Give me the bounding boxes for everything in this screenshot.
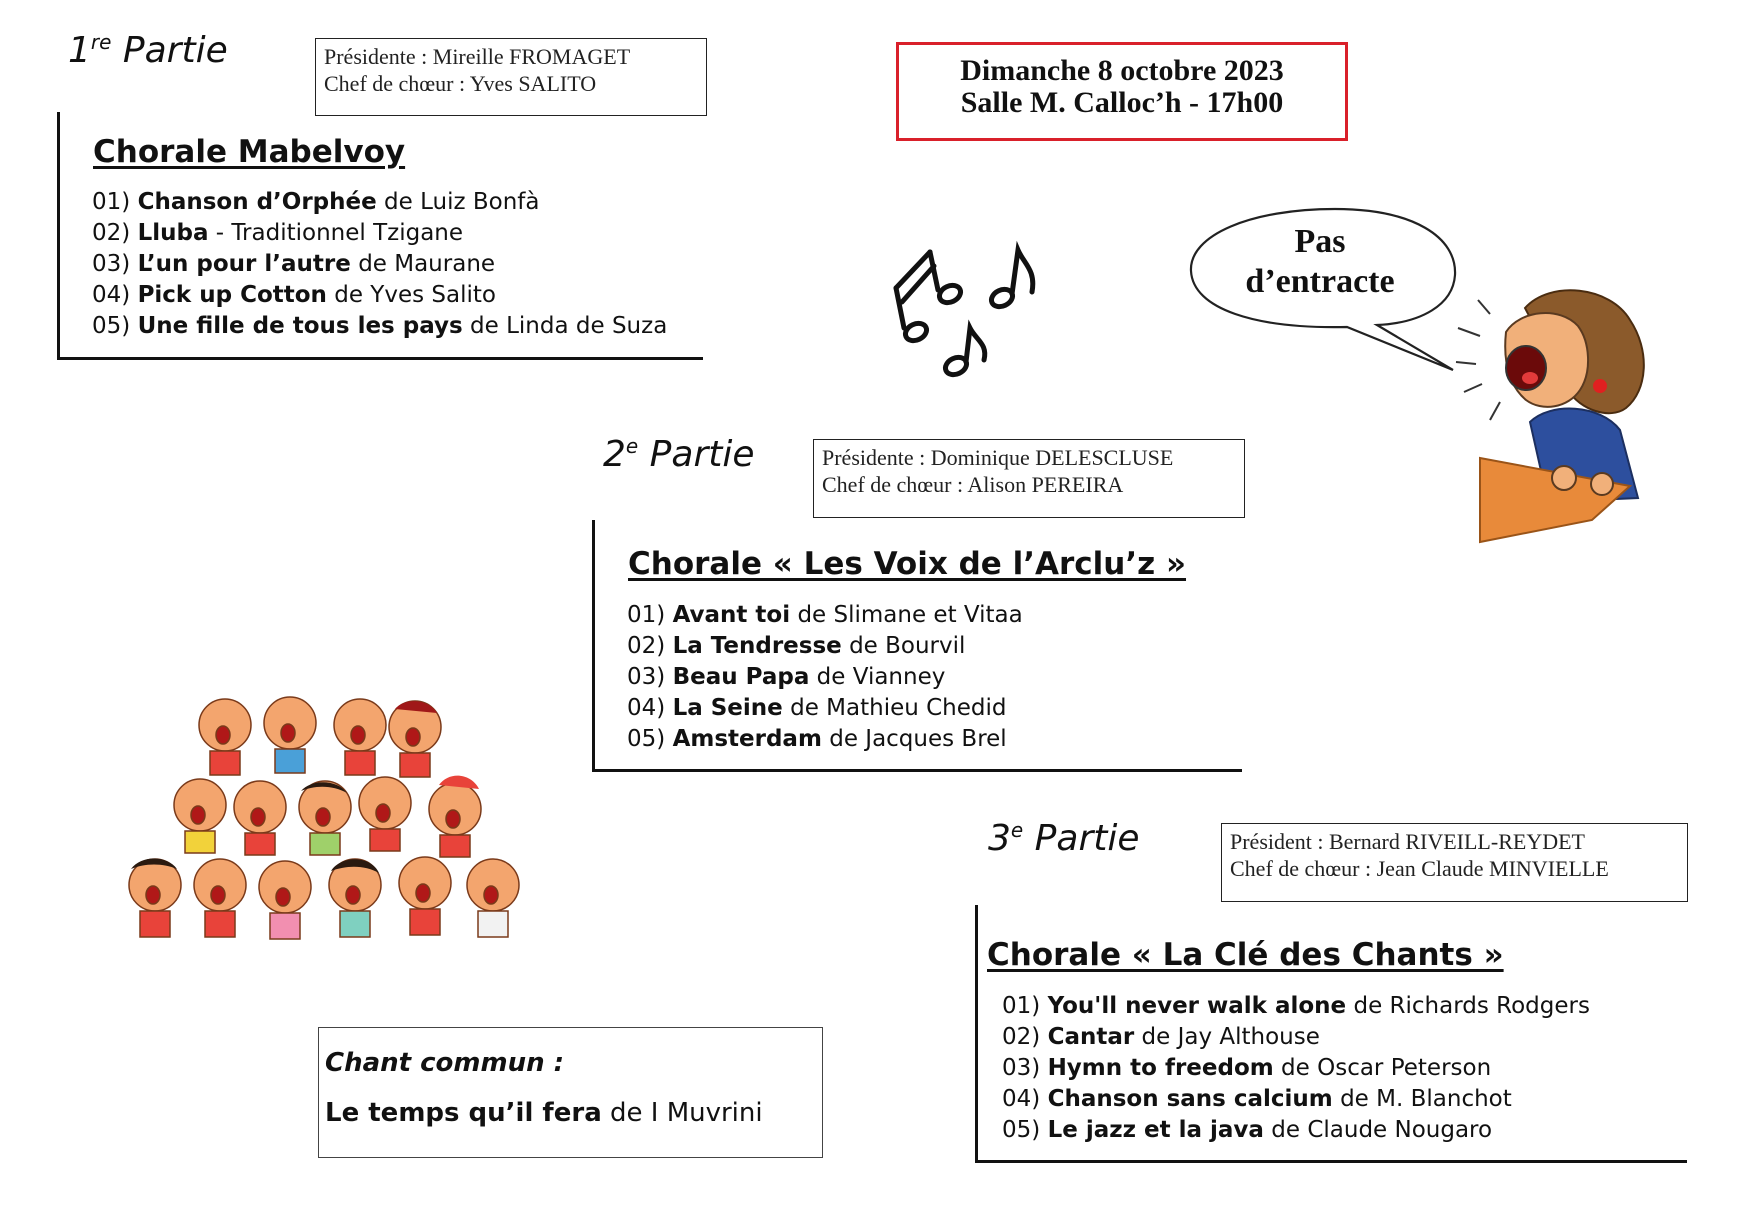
- part-3-title: 3e Partie: [988, 818, 1140, 859]
- list-item: 03) Hymn to freedom de Oscar Peterson: [1002, 1055, 1492, 1081]
- common-song-label: Chant commun :: [325, 1048, 565, 1078]
- list-item: 04) Pick up Cotton de Yves Salito: [92, 282, 496, 308]
- common-song-box: [318, 1027, 823, 1158]
- event-box: [896, 42, 1348, 141]
- list-item: 04) La Seine de Mathieu Chedid: [627, 695, 1007, 721]
- part-1-title: 1re Partie: [68, 30, 228, 71]
- part-1-info-box: [315, 38, 707, 116]
- common-song-line: [325, 1098, 763, 1128]
- list-item: 02) Cantar de Jay Althouse: [1002, 1024, 1320, 1050]
- part-3-president: Président : Bernard RIVEILL-REYDET: [1230, 829, 1585, 854]
- part-1-choir-name: Chorale Mabelvoy: [93, 134, 406, 170]
- list-item: 01) Avant toi de Slimane et Vitaa: [627, 602, 1023, 628]
- part-1-song-list: [92, 187, 667, 342]
- list-item: 01) You'll never walk alone de Richards Rodgers: [1002, 993, 1590, 1019]
- part-2-choir-leader: Chef de chœur : Alison PEREIRA: [822, 472, 1124, 497]
- speech-bubble-text: Pas d’entracte: [1245, 223, 1395, 300]
- part-1-choir-block: [57, 112, 703, 360]
- event-date: Dimanche 8 octobre 2023: [960, 54, 1284, 87]
- part-3-choir-leader: Chef de chœur : Jean Claude MINVIELLE: [1230, 856, 1609, 881]
- list-item: 01) Chanson d’Orphée de Luiz Bonfà: [92, 189, 540, 215]
- list-item: 05) Le jazz et la java de Claude Nougaro: [1002, 1117, 1493, 1143]
- list-item: 04) Chanson sans calcium de M. Blanchot: [1002, 1086, 1512, 1112]
- common-song-title: Le temps qu’il fera: [325, 1098, 602, 1128]
- part-2-president: Présidente : Dominique DELESCLUSE: [822, 445, 1174, 470]
- part-3-choir-block: [975, 905, 1687, 1163]
- list-item: 03) Beau Papa de Vianney: [627, 664, 946, 690]
- part-3-info-box: [1221, 823, 1688, 902]
- list-item: 05) Amsterdam de Jacques Brel: [627, 726, 1007, 752]
- list-item: 02) La Tendresse de Bourvil: [627, 633, 966, 659]
- list-item: 05) Une fille de tous les pays de Linda de Suza: [92, 313, 668, 339]
- event-place: Salle M. Calloc’h - 17h00: [960, 86, 1284, 119]
- children-choir-icon: [115, 685, 545, 965]
- list-item: 02) Lluba - Traditionnel Tzigane: [92, 220, 464, 246]
- part-1-choir-leader: Chef de chœur : Yves SALITO: [324, 71, 597, 96]
- music-notes-icon: [890, 240, 1050, 390]
- singing-woman-icon: [1450, 280, 1660, 550]
- list-item: 03) L’un pour l’autre de Maurane: [92, 251, 496, 277]
- part-2-choir-block: [592, 520, 1242, 772]
- part-2-title: 2e Partie: [603, 434, 755, 475]
- part-2-choir-name: Chorale « Les Voix de l’Arclu’z »: [628, 546, 1187, 582]
- part-2-song-list: [627, 600, 1023, 755]
- part-1-president: Présidente : Mireille FROMAGET: [324, 44, 631, 69]
- part-3-choir-name: Chorale « La Clé des Chants »: [987, 937, 1504, 973]
- part-2-info-box: [813, 439, 1245, 518]
- part-3-song-list: [1002, 991, 1590, 1146]
- common-song-author: de I Muvrini: [610, 1098, 763, 1128]
